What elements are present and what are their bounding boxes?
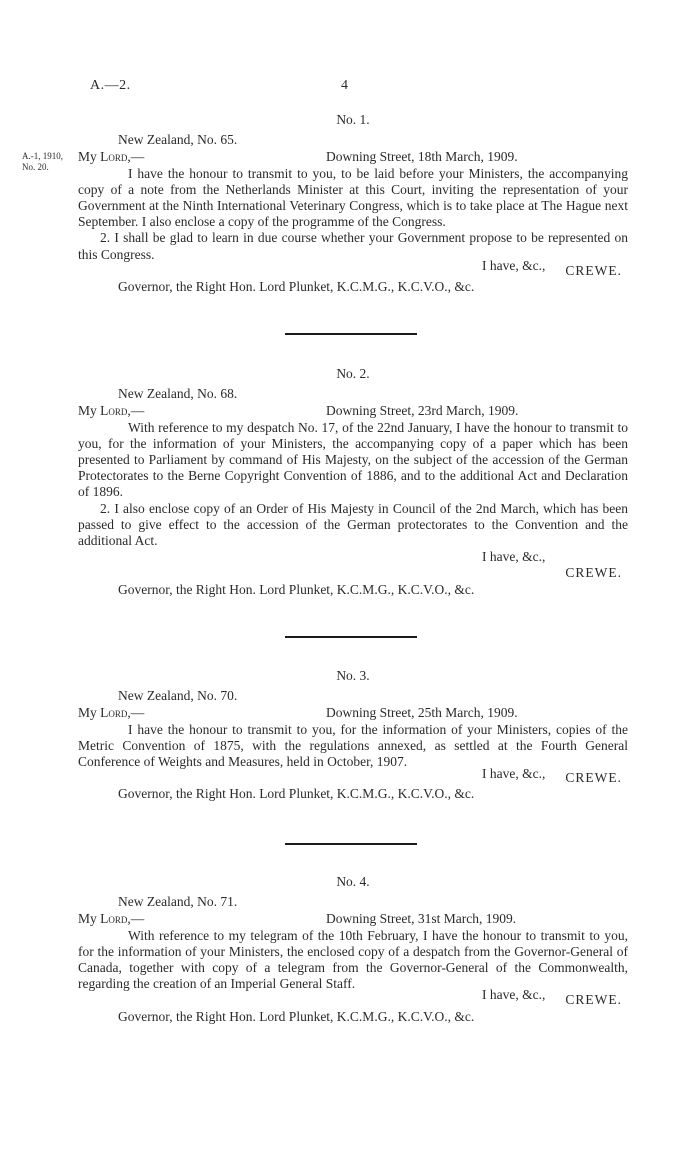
despatch-paragraph: I have the honour to transmit to you, for the information of your Ministers, copies of the Metric Convention of 1875, with the regulations annexed, as settled at the Fourth General Conference of Weights and Measures, held in October, 1907. xyxy=(78,721,628,769)
despatch-paragraph: With reference to my telegram of the 10th February, I have the honour to transmit to you, for the information of your Ministers, the enclosed copy of a despatch from the Governor-General of Canada, together with copy of a telegram from the Governor-General of the Commonwealth, regarding the creation of an Imperial General Staff. xyxy=(78,927,628,992)
despatch-paragraph: With reference to my despatch No. 17, of the 22nd January, I have the honour to transmit to you, for the information of your Ministers, the accompanying copy of a paper which has been presented to Parliament by command of His Majesty, on the subject of the accession of the German Protectorates to the Berne Copyright Convention of 1886, and to the additional Act and Declaration of 1896. xyxy=(78,419,628,500)
addressee: Governor, the Right Hon. Lord Plunket, K.C.M.G., K.C.V.O., &c. xyxy=(118,1008,475,1024)
salutation xyxy=(78,911,144,927)
closing: I have, &c., xyxy=(482,987,546,1002)
salutation-line xyxy=(78,705,628,721)
despatch-2 xyxy=(78,366,628,598)
salutation-line xyxy=(78,911,628,927)
salutation-first: My xyxy=(78,911,97,927)
section-divider xyxy=(285,636,417,638)
section-divider xyxy=(285,843,417,845)
place-date: Downing Street, 25th March, 1909. xyxy=(326,705,518,721)
signer: CREWE. xyxy=(565,770,622,786)
place-date: Downing Street, 31st March, 1909. xyxy=(326,911,517,927)
salutation-rest: Lord,— xyxy=(100,403,145,419)
closing: I have, &c., xyxy=(482,766,546,781)
salutation-first: My xyxy=(78,403,97,419)
signer: CREWE. xyxy=(565,992,622,1008)
signer: CREWE. xyxy=(565,262,622,278)
despatch-series: New Zealand, No. 65. xyxy=(118,132,238,148)
salutation xyxy=(78,705,144,721)
despatch-paragraph: I have the honour to transmit to you, to be laid before your Ministers, the accompanying copy of a note from the Netherlands Minister at this Court, inviting the representation of your Government at the Ninth International Veterinary Congress, which is to take place at The Hague next September. I also enclose a copy of the programme of the Congress. xyxy=(78,165,628,230)
signer: CREWE. xyxy=(565,565,622,581)
place-date: Downing Street, 23rd March, 1909. xyxy=(326,403,519,419)
despatch-4 xyxy=(78,874,628,1025)
place-date: Downing Street, 18th March, 1909. xyxy=(326,149,518,165)
salutation-line xyxy=(78,149,628,165)
addressee: Governor, the Right Hon. Lord Plunket, K.C.M.G., K.C.V.O., &c. xyxy=(118,786,475,802)
page-reference: A.—2. xyxy=(90,78,131,93)
margin-note-line: No. 20. xyxy=(22,162,49,172)
salutation xyxy=(78,403,144,419)
addressee: Governor, the Right Hon. Lord Plunket, K.C.M.G., K.C.V.O., &c. xyxy=(118,581,475,597)
salutation xyxy=(78,149,144,165)
despatch-series: New Zealand, No. 71. xyxy=(118,894,238,910)
salutation-rest: Lord,— xyxy=(100,911,145,927)
despatch-3 xyxy=(78,668,628,803)
salutation-rest: Lord,— xyxy=(100,705,145,721)
salutation-first: My xyxy=(78,705,97,721)
margin-note-line: A.-1, 1910, xyxy=(22,151,63,161)
despatch-paragraph: 2. I also enclose copy of an Order of His Majesty in Council of the 2nd March, which has been passed to give effect to the accession of the German protectorates to the Convention and the additional Act. xyxy=(78,500,628,549)
salutation-rest: Lord,— xyxy=(100,149,145,165)
closing: I have, &c., xyxy=(482,549,546,565)
despatch-number: No. 2. xyxy=(336,366,370,381)
page-number: 4 xyxy=(341,78,348,93)
despatch-1 xyxy=(78,112,628,295)
closing: I have, &c., xyxy=(482,258,546,273)
despatch-number: No. 3. xyxy=(336,668,370,683)
addressee: Governor, the Right Hon. Lord Plunket, K.C.M.G., K.C.V.O., &c. xyxy=(118,279,475,295)
section-divider xyxy=(285,333,417,335)
despatch-paragraph: 2. I shall be glad to learn in due course whether your Government propose to be represented on this Congress. xyxy=(78,230,628,262)
salutation-line xyxy=(78,403,628,419)
despatch-number: No. 4. xyxy=(336,874,370,889)
despatch-series: New Zealand, No. 70. xyxy=(118,688,238,704)
closing-line xyxy=(78,549,628,565)
salutation-first: My xyxy=(78,149,97,165)
margin-note xyxy=(22,151,63,173)
despatch-series: New Zealand, No. 68. xyxy=(118,386,238,402)
despatch-number: No. 1. xyxy=(336,112,370,127)
